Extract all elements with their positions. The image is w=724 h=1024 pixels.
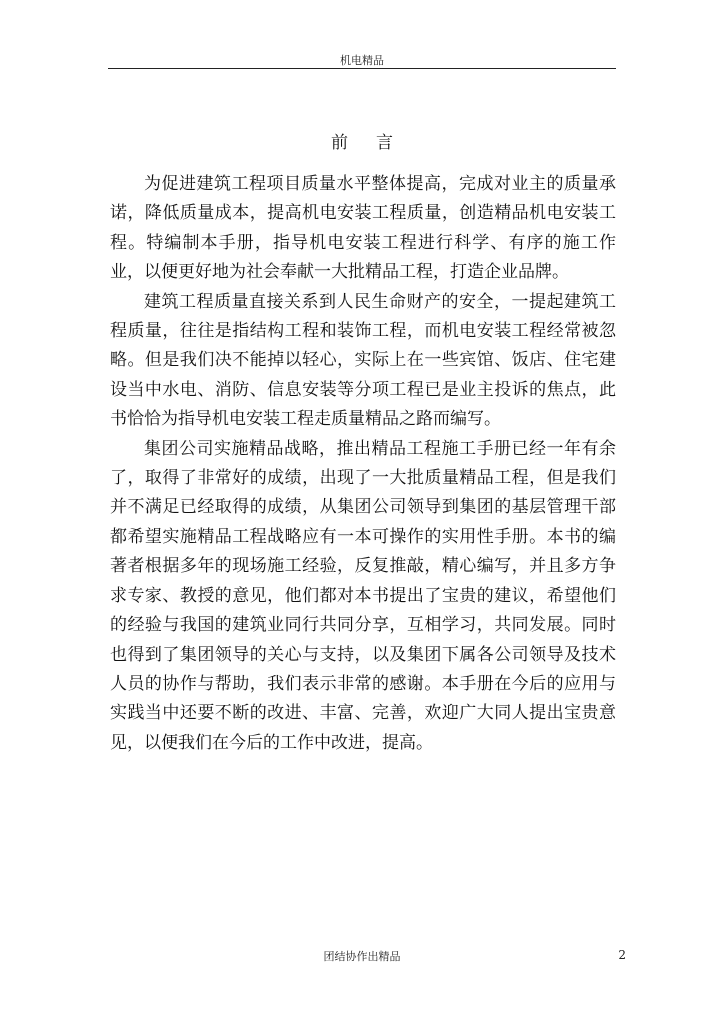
page-header: 机电精品 <box>340 54 384 67</box>
page-title: 前言 <box>331 133 421 153</box>
page-number: 2 <box>618 948 626 962</box>
paragraph-2: 建筑工程质量直接关系到人民生命财产的安全，一提起建筑工程质量，往往是指结构工程和装饰工程，而机电安装工程经常被忽略。但是我们决不能掉以轻心，实际上在一些宾馆、饭店、住宅建设当中水电、消防、信息安装等分项工程已是业主投诉的焦点，此书恰恰为指导机电安装工程走质量精品之路而编写。 <box>110 291 616 430</box>
page-footer: 团结协作出精品 <box>323 950 401 963</box>
paragraph-1: 为促进建筑工程项目质量水平整体提高，完成对业主的质量承诺，降低质量成本，提高机电安装工程质量，创造精品机电安装工程。特编制本手册，指导机电安装工程进行科学、有序的施工作业，以便更好地为社会奉献一大批精品工程，打造企业品牌。 <box>110 174 616 283</box>
document-body <box>110 170 616 758</box>
paragraph-3: 集团公司实施精品战略，推出精品工程施工手册已经一年有余了，取得了非常好的成绩，出现了一大批质量精品工程，但是我们并不满足已经取得的成绩，从集团公司领导到集团的基层管理干部都希望实施精品工程战略应有一本可操作的实用性手册。本书的编著者根据多年的现场施工经验，反复推敲，精心编写，并且多方争求专家、教授的意见，他们都对本书提出了宝贵的建议，希望他们的经验与我国的建筑业同行共同分享，互相学习，共同发展。同时也得到了集团领导的关心与支持，以及集团下属各公司领导及技术人员的协作与帮助，我们表示非常的感谢。本手册在今后的应用与实践当中还要不断的改进、丰富、完善，欢迎广大同人提出宝贵意见，以便我们在今后的工作中改进，提高。 <box>110 438 616 753</box>
header-divider <box>108 68 616 69</box>
